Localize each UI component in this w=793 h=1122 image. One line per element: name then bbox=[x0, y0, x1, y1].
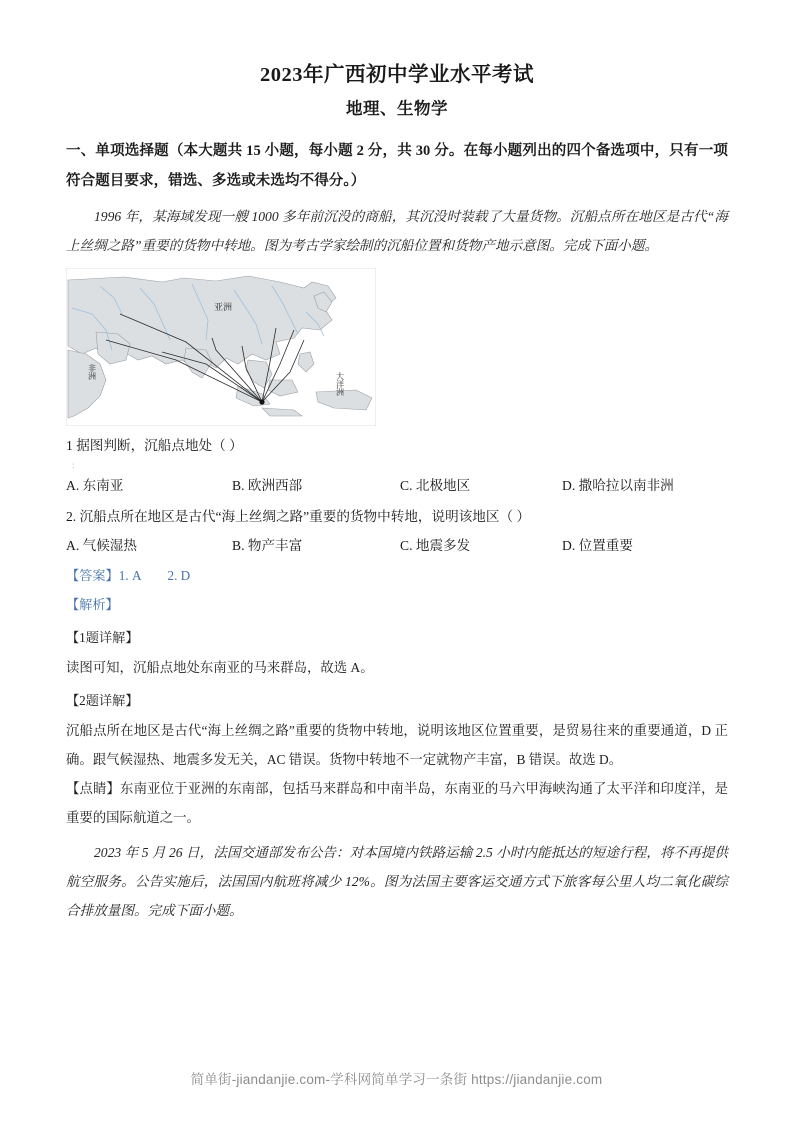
option-2-d[interactable]: D. 位置重要 bbox=[562, 537, 633, 553]
option-2-b[interactable]: B. 物产丰富 bbox=[232, 537, 303, 553]
answer-item-2: 2. D bbox=[167, 567, 191, 583]
page-subtitle: 地理、生物学 bbox=[346, 98, 448, 118]
question-1-artifact: : bbox=[72, 459, 75, 470]
question-2-text: 2. 沉船点所在地区是古代“海上丝绸之路”重要的货物中转地，说明该地区（ ） bbox=[66, 508, 531, 524]
option-2-c[interactable]: C. 地震多发 bbox=[400, 537, 471, 553]
answer-label: 【答案】 bbox=[66, 567, 119, 583]
shipwreck-point-marker bbox=[259, 399, 264, 404]
document-content bbox=[66, 60, 728, 925]
analysis-label: 【解析】 bbox=[66, 596, 119, 612]
option-1-a[interactable]: A. 东南亚 bbox=[66, 477, 124, 493]
answer-item-1: 1. A bbox=[118, 567, 142, 583]
page-title: 2023年广西初中学业水平考试 bbox=[260, 64, 534, 86]
option-1-d[interactable]: D. 撒哈拉以南非洲 bbox=[562, 477, 674, 493]
map-label-africa: 非洲 bbox=[87, 363, 97, 380]
detail-2-heading: 【2题详解】 bbox=[66, 692, 139, 708]
map-label-asia: 亚洲 bbox=[214, 301, 233, 312]
option-2-a[interactable]: A. 气候湿热 bbox=[66, 537, 137, 553]
answer-line bbox=[66, 561, 728, 590]
detail-1-heading: 【1题详解】 bbox=[66, 629, 139, 645]
map-figure-svg bbox=[66, 268, 376, 426]
question-1-text: 1 据图判断，沉船点地处（ ） bbox=[66, 437, 243, 453]
detail-2-body: 沉船点所在地区是古代“海上丝绸之路”重要的货物中转地，说明该地区位置重要，是贸易往来的重要通道，D 正确。跟气候湿热、地震多发无关，AC 错误。货物中转地不一定就物产丰富，B 错误。故选 D。 bbox=[66, 722, 728, 767]
question-1-options bbox=[66, 471, 728, 501]
passage-2: 2023 年 5 月 26 日，法国交通部发布公告：对本国境内铁路运输 2.5 小时内能抵达的短途行程，将不再提供航空服务。公告实施后，法国国内航班将减少 12%。图为法国主要客运交通方式下旅客每公里人均二氧化碳综合排放量图。完成下面小题。 bbox=[66, 844, 728, 918]
detail-1-body: 读图可知，沉船点地处东南亚的马来群岛，故选 A。 bbox=[66, 659, 374, 675]
option-1-b[interactable]: B. 欧洲西部 bbox=[232, 477, 303, 493]
map-label-oceania: 大洋洲 bbox=[335, 371, 345, 396]
question-2-options bbox=[66, 531, 728, 561]
tip-body: 【点睛】东南亚位于亚洲的东南部，包括马来群岛和中南半岛，东南亚的马六甲海峡沟通了太平洋和印度洋，是重要的国际航道之一。 bbox=[66, 780, 728, 825]
section-heading: 一、单项选择题（本大题共 15 小题，每小题 2 分，共 30 分。在每小题列出的四个备选项中，只有一项符合题目要求，错选、多选或未选均不得分。） bbox=[66, 142, 728, 189]
option-1-c[interactable]: C. 北极地区 bbox=[400, 477, 471, 493]
passage-1: 1996 年，某海域发现一艘 1000 多年前沉没的商船，其沉没时装载了大量货物。沉船点所在地区是古代“海上丝绸之路”重要的货物中转地。图为考古学家绘制的沉船位置和货物产地示意图。完成下面小题。 bbox=[66, 208, 728, 253]
map-figure bbox=[66, 268, 376, 426]
footer-watermark: 简单街-jiandanjie.com-学科网简单学习一条街 https://jiandanjie.com bbox=[190, 1072, 603, 1087]
